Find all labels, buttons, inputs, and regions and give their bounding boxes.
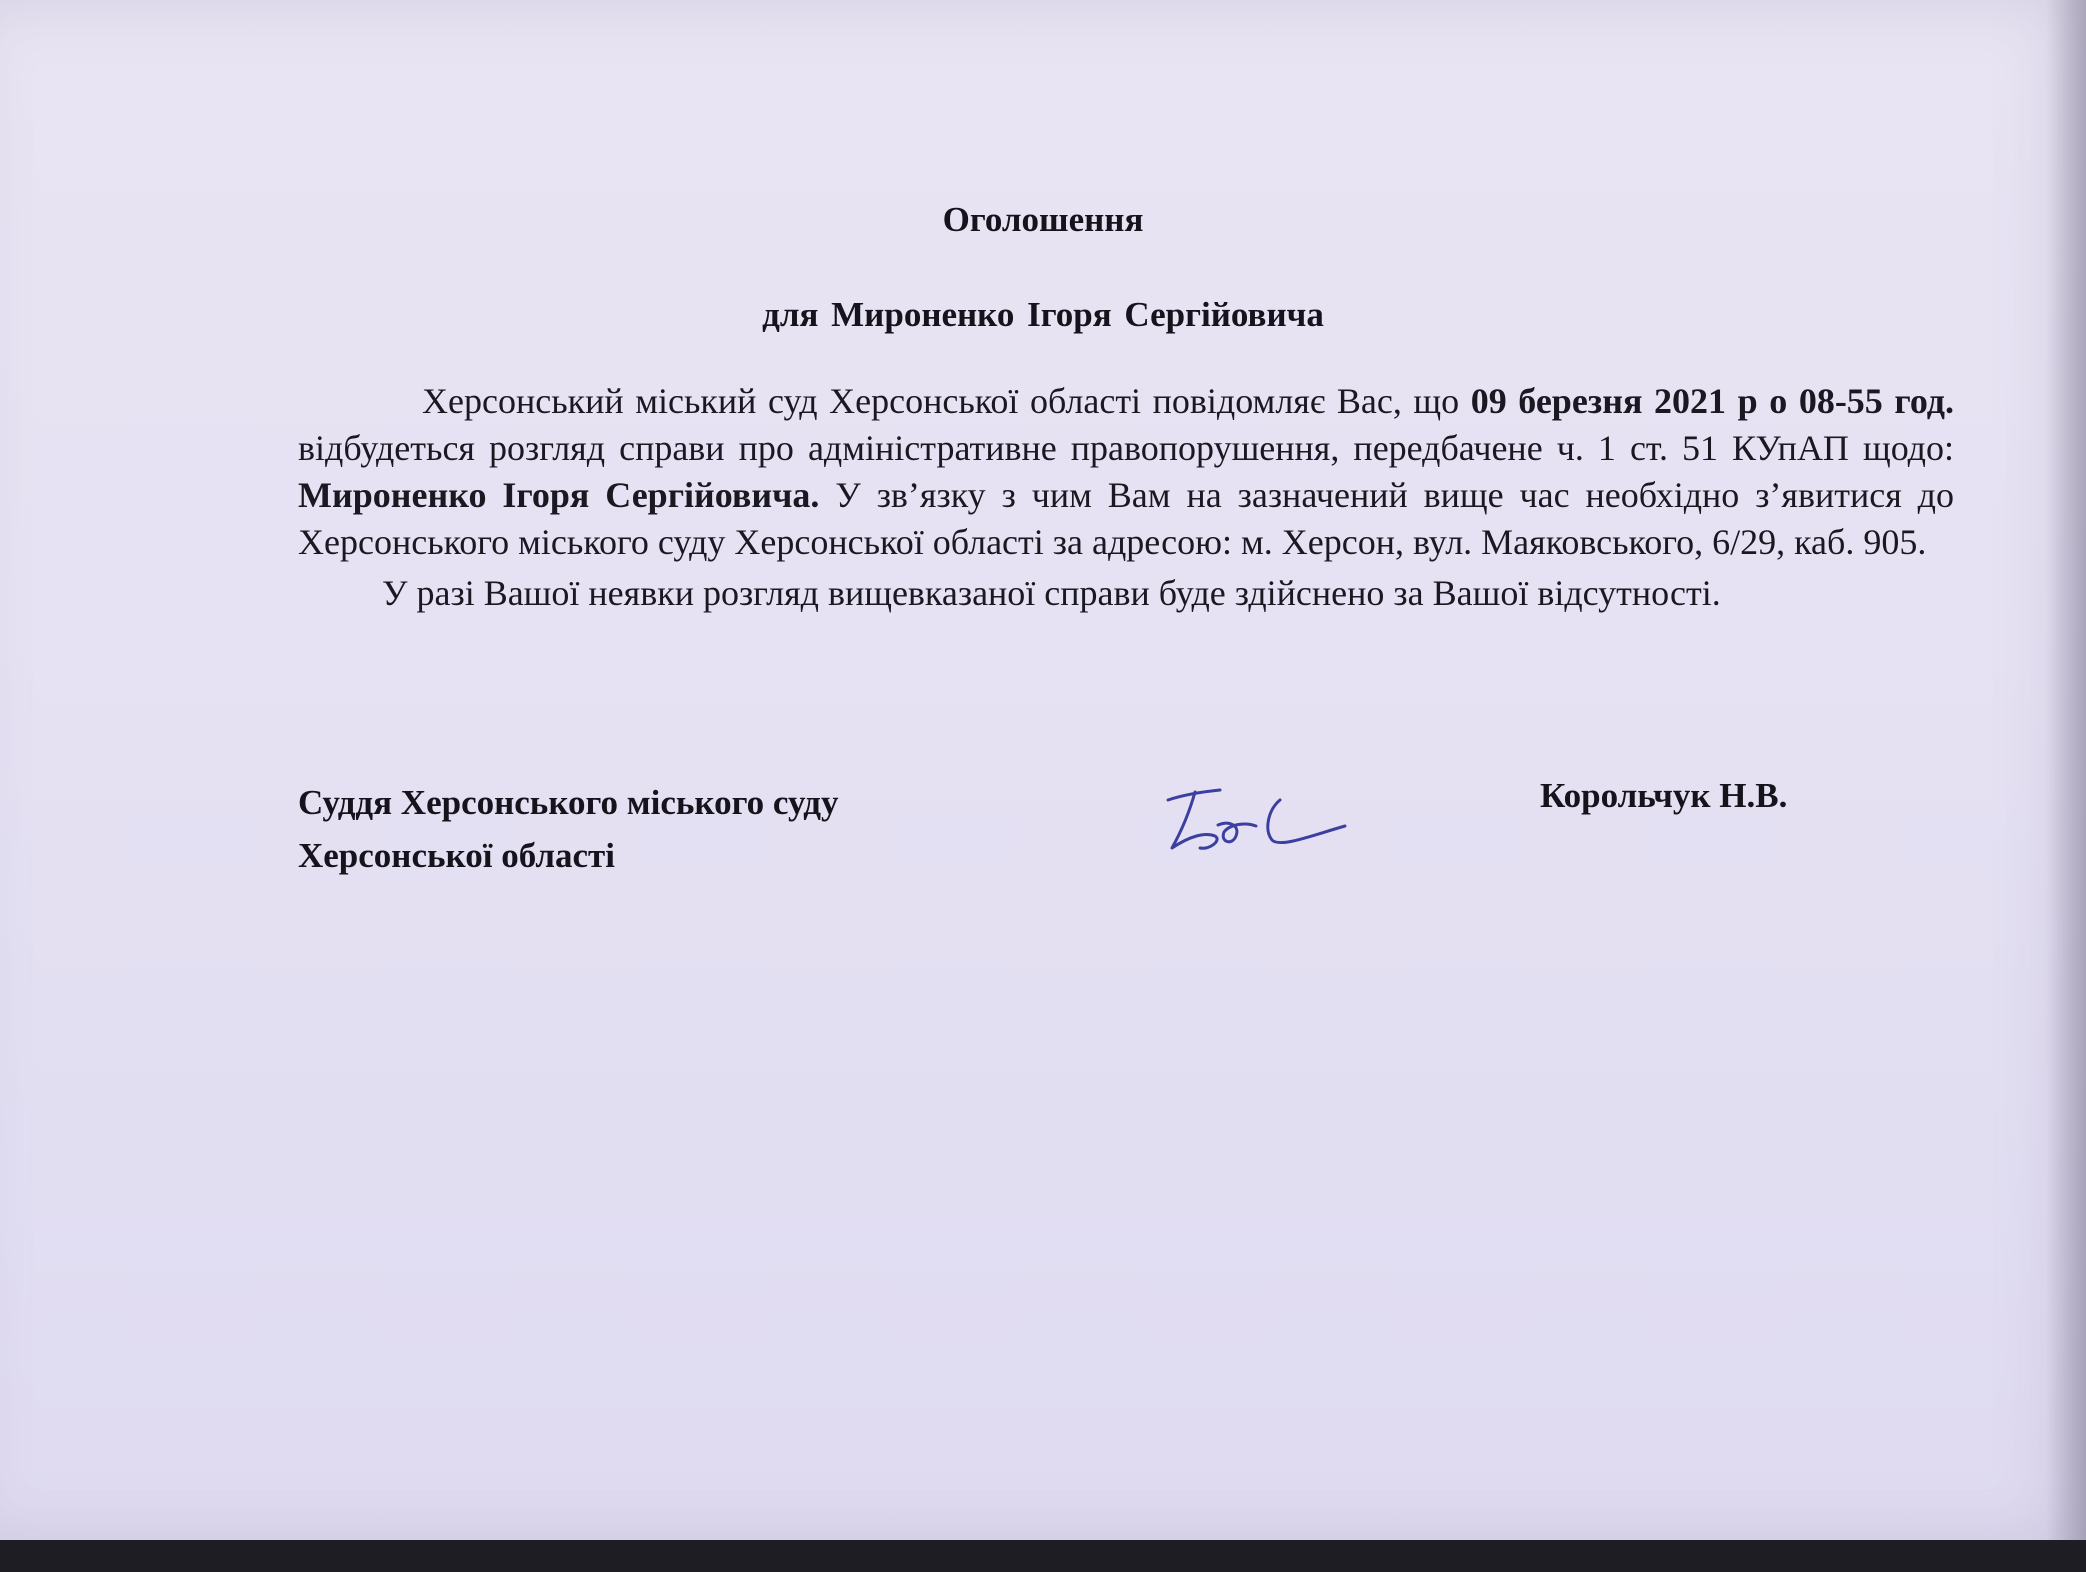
- paragraph-middle: відбудеться розгляд справи про адміністративне правопорушення, передбачене ч. 1 ст. 51 КУпАП щодо:: [298, 428, 1954, 468]
- hearing-date: 09 березня 2021 р о 08-55 год.: [1470, 381, 1955, 421]
- signatory-position-line-1: Суддя Херсонського міського суду: [298, 783, 839, 822]
- addressee-line: для Мироненко Ігоря Сергійовича: [762, 295, 1324, 334]
- document-title: Оголошення: [942, 200, 1144, 239]
- notice-body: [298, 378, 1954, 617]
- paragraph-end: У зв’язку з чим Вам на зазначений вище час необхідно з’явитися до Херсонського міського суду Херсонської області за адресою: м. Херсон, вул. Маяковського, 6/29, каб. 905.: [298, 475, 1954, 562]
- paper-bottom-edge: [0, 1540, 2086, 1572]
- signatory-position-line-2: Херсонської області: [298, 836, 615, 875]
- notice-paragraph-1: [298, 378, 1954, 566]
- signatory-position: [298, 776, 838, 882]
- signatory-name: Корольчук Н.В.: [1540, 776, 1788, 815]
- handwritten-signature-icon: [1160, 770, 1360, 870]
- notice-paragraph-2: У разі Вашої неявки розгляд вищевказаної справи буде здійснено за Вашої відсутності.: [382, 573, 1721, 613]
- defendant-name: Мироненко Ігоря Сергійовича.: [298, 475, 820, 515]
- paragraph-intro: Херсонський міський суд Херсонської області повідомляє Вас, що: [422, 381, 1471, 421]
